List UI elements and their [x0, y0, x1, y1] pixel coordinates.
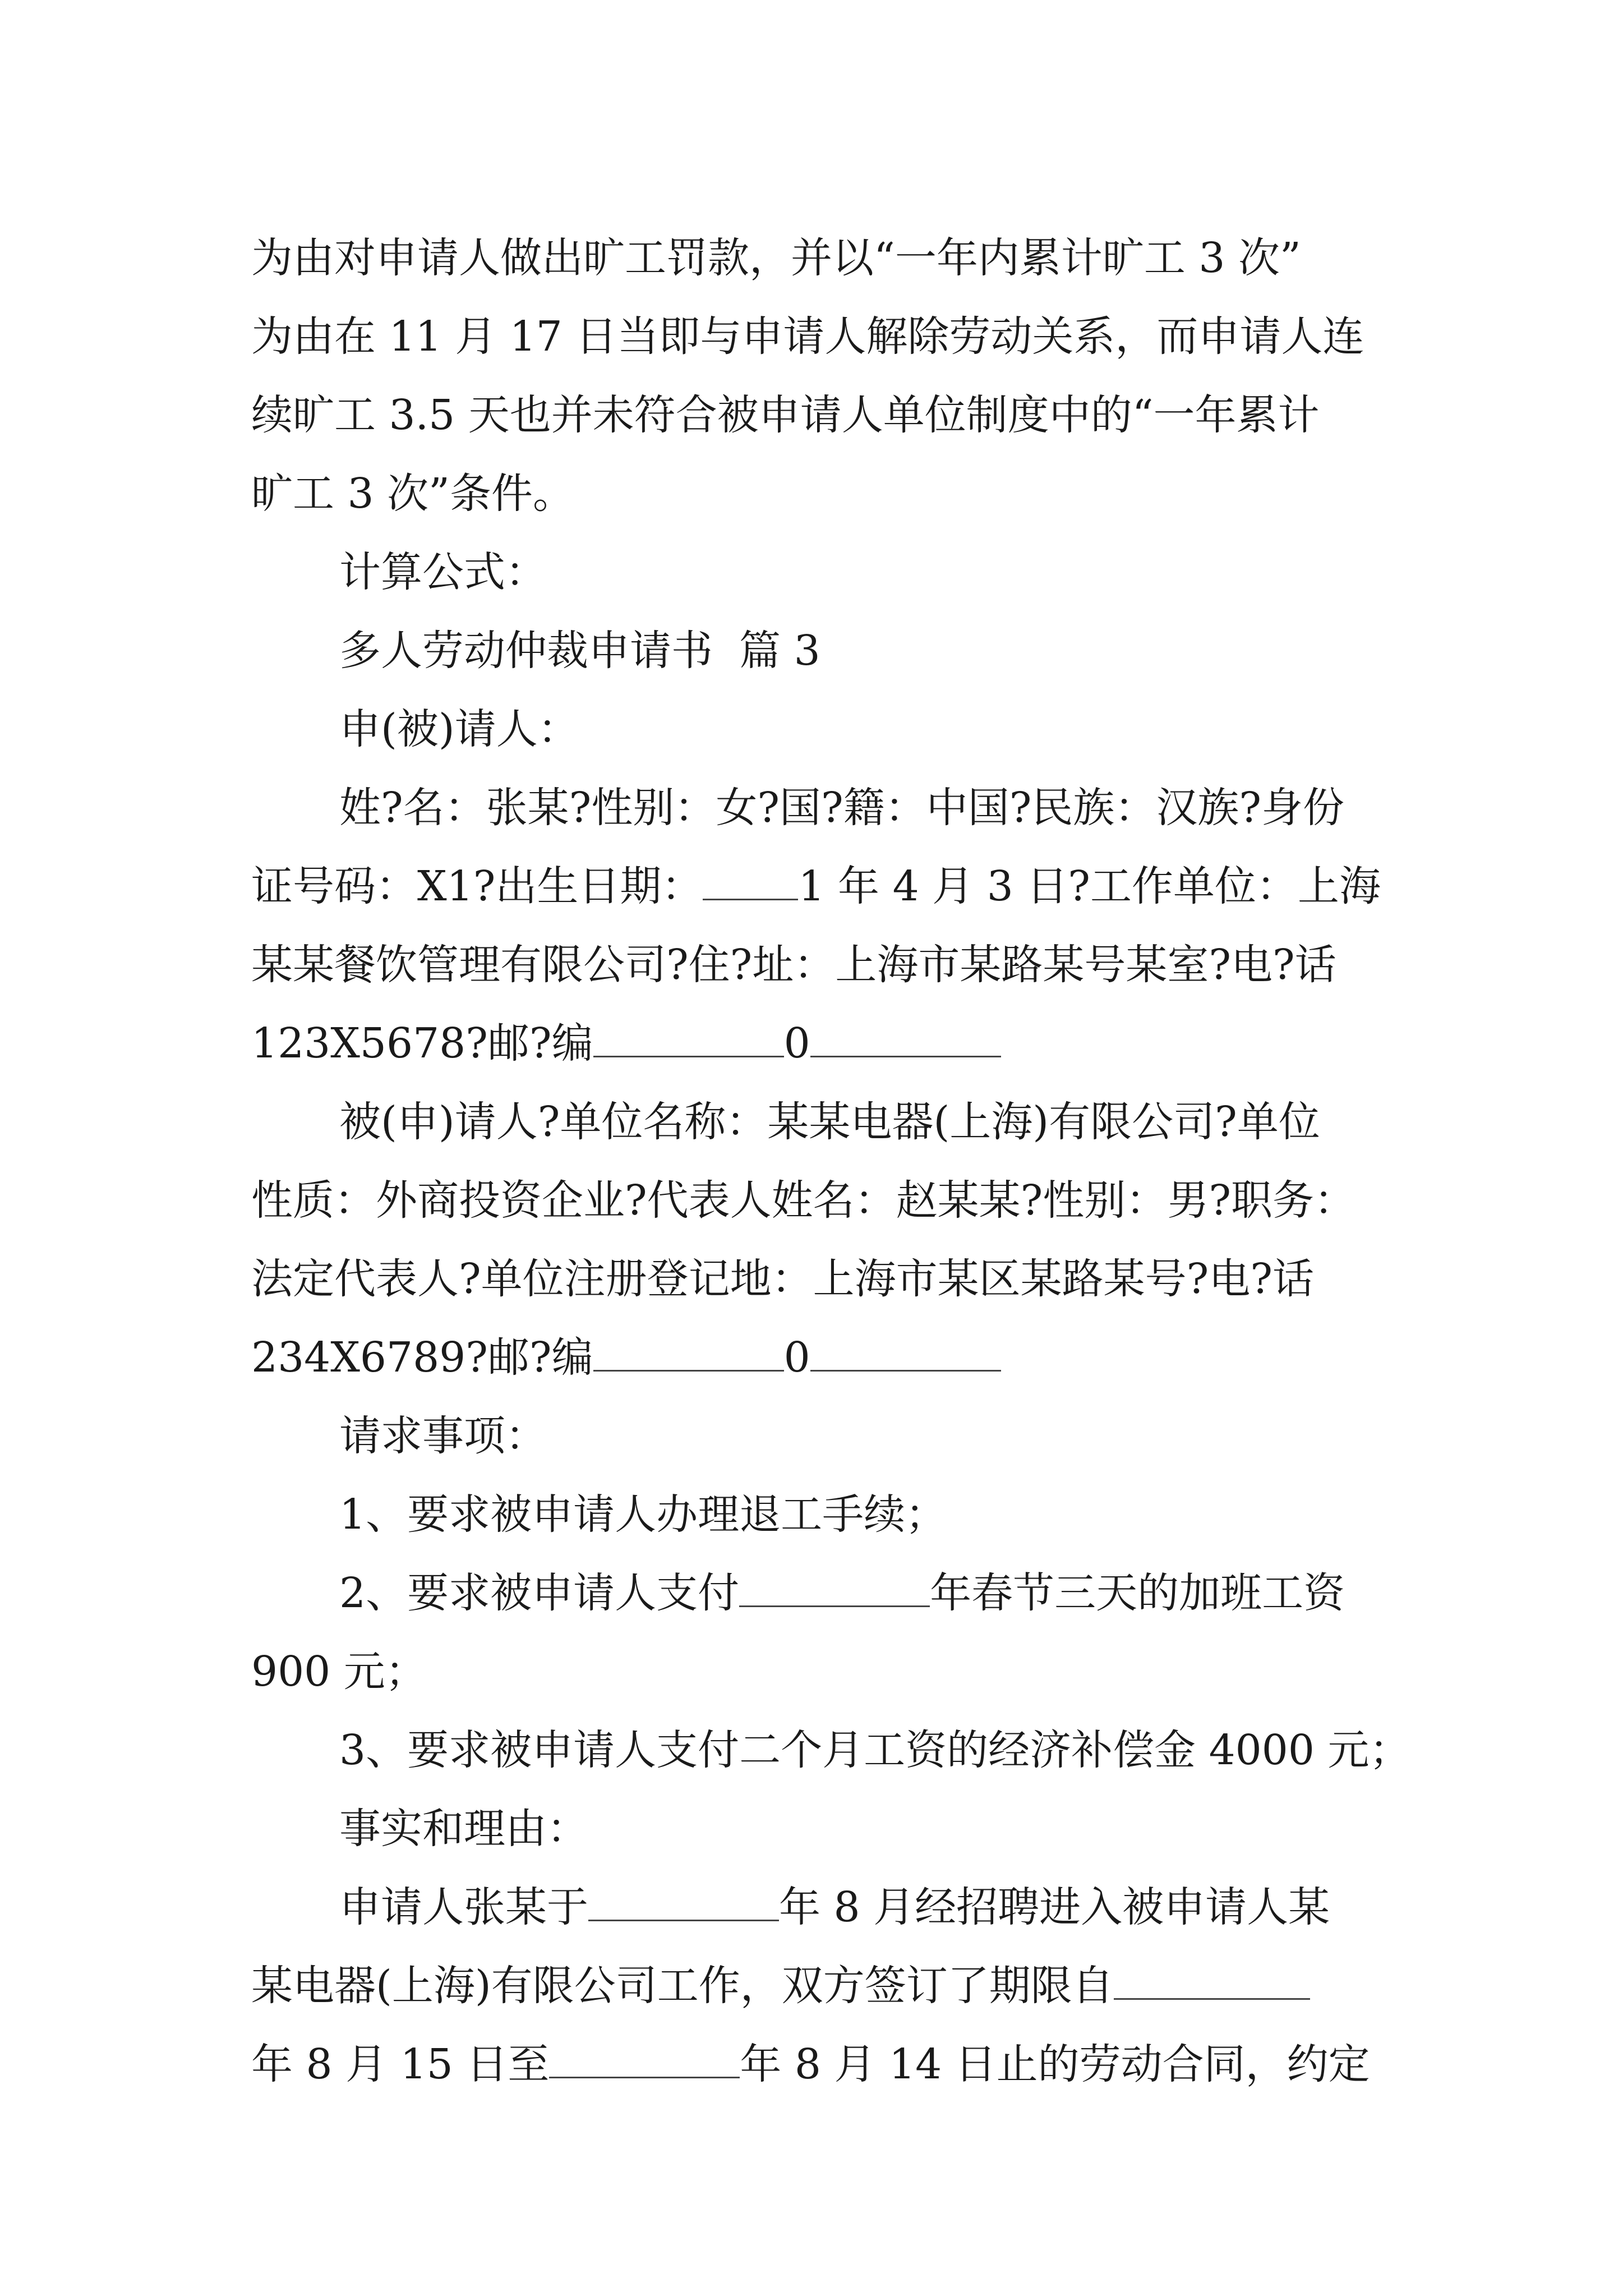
applicant-heading [0, 693, 1623, 766]
request-item [0, 1557, 1623, 1630]
text-line [0, 1164, 1623, 1237]
text-line [0, 1871, 1623, 1944]
formula-label [0, 536, 1623, 609]
text-line [0, 928, 1623, 1001]
applicant-text: 证号码：X1?出生日期： [251, 862, 703, 910]
respondent-text: 234X6789?邮?编 [251, 1333, 593, 1382]
respondent-text: 性质：外商投资企业?代表人姓名：赵某某?性别：男?职务： [251, 1176, 1356, 1225]
facts-text: 某电器(上海)有限公司工作，双方签订了期限自 [251, 1962, 1114, 2010]
blank-underline [588, 1884, 779, 1921]
paragraph-text: 续旷工 3.5 天也并未符合被申请人单位制度中的“一年累计 [251, 391, 1320, 439]
blank-underline [593, 1334, 784, 1372]
request-item-continuation [0, 1635, 1623, 1708]
requests-heading [0, 1400, 1623, 1473]
request-text: 年春节三天的加班工资 [930, 1569, 1345, 1617]
paragraph-text: 为由在 11 月 17 日当即与申请人解除劳动关系，而申请人连 [251, 312, 1364, 361]
request-item [0, 1478, 1623, 1551]
text-line [0, 300, 1623, 373]
text-line [0, 771, 1623, 844]
paragraph-text: 旷工 3 次”条件。 [251, 470, 574, 518]
applicant-heading-text: 申(被)请人： [339, 705, 579, 753]
applicant-text: 姓?名：张某?性别：女?国?籍：中国?民族：汉族?身份 [339, 784, 1345, 832]
section-title-text: 多人劳动仲裁申请书 篇 3 [339, 627, 820, 675]
facts-heading-text: 事实和理由： [339, 1805, 588, 1853]
blank-underline [810, 1020, 1001, 1057]
respondent-text: 0 [783, 1333, 810, 1382]
facts-text: 年 8 月经招聘进入被申请人某 [779, 1883, 1330, 1931]
facts-text: 年 8 月 14 日止的劳动合同，约定 [740, 2040, 1370, 2088]
text-line [0, 222, 1623, 295]
request-text: 3、要求被申请人支付二个月工资的经济补偿金 4000 元； [339, 1726, 1411, 1774]
text-line [0, 1321, 1623, 1394]
paragraph-text: 为由对申请人做出旷工罚款，并以“一年内累计旷工 3 次” [251, 234, 1301, 282]
text-line [0, 379, 1623, 452]
applicant-text: 1 年 4 月 3 日?工作单位：上海 [798, 862, 1381, 910]
facts-text: 年 8 月 15 日至 [251, 2040, 550, 2088]
requests-heading-text: 请求事项： [339, 1412, 547, 1460]
text-line [0, 457, 1623, 530]
request-text: 900 元； [251, 1648, 427, 1696]
section-title [0, 614, 1623, 687]
text-line [0, 2028, 1623, 2101]
blank-underline [739, 1570, 930, 1607]
facts-heading [0, 1792, 1623, 1865]
applicant-text: 某某餐饮管理有限公司?住?址：上海市某路某号某室?电?话 [251, 941, 1336, 989]
text-line [0, 850, 1623, 923]
request-text: 1、要求被申请人办理退工手续； [339, 1490, 947, 1539]
facts-text: 申请人张某于 [339, 1883, 588, 1931]
blank-underline [549, 2041, 740, 2078]
applicant-text: 0 [783, 1019, 810, 1068]
formula-label-text: 计算公式： [339, 548, 547, 596]
text-line [0, 1085, 1623, 1158]
blank-underline [703, 863, 798, 900]
blank-underline [810, 1334, 1001, 1372]
applicant-text: 123X5678?邮?编 [251, 1019, 593, 1068]
text-line [0, 1007, 1623, 1080]
request-item [0, 1714, 1623, 1787]
blank-underline [593, 1020, 784, 1057]
request-text: 2、要求被申请人支付 [339, 1569, 740, 1617]
text-line [0, 1949, 1623, 2022]
respondent-text: 被(申)请人?单位名称：某某电器(上海)有限公司?单位 [339, 1098, 1320, 1146]
text-line [0, 1243, 1623, 1315]
blank-underline [1114, 1962, 1310, 2000]
respondent-text: 法定代表人?单位注册登记地：上海市某区某路某号?电?话 [251, 1255, 1315, 1303]
